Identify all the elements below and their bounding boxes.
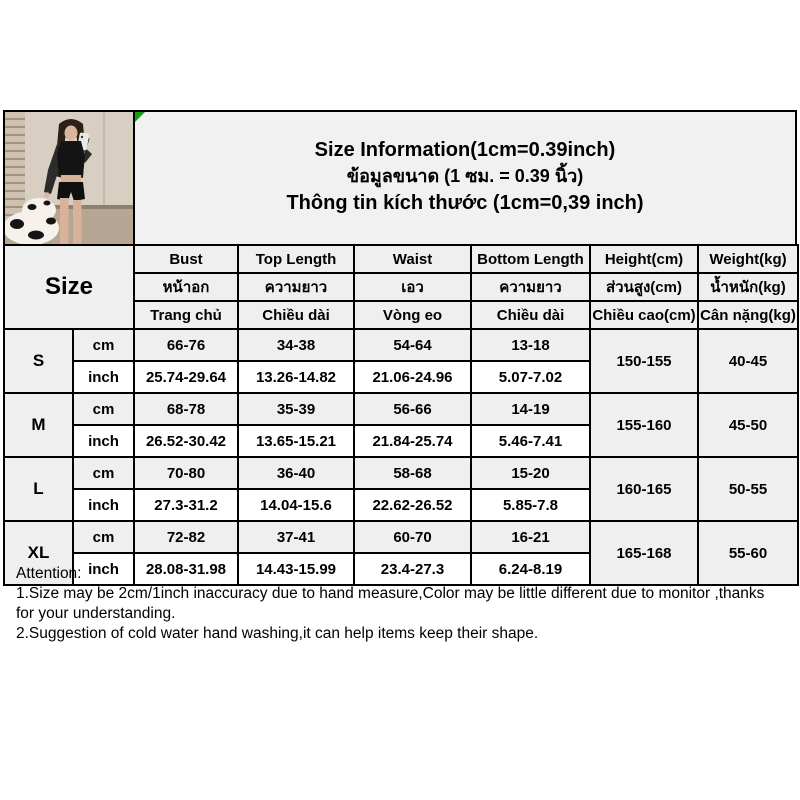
m-bottom-length-inch: 5.46-7.41 (471, 425, 590, 457)
attention-line-2: 2.Suggestion of cold water hand washing,it can help items keep their shape. (16, 625, 539, 642)
s-top-length-cm: 34-38 (238, 329, 354, 361)
header-weight-vi: Cân nặng(kg) (698, 301, 798, 329)
title-vietnamese: Thông tin kích thước (1cm=0,39 inch) (286, 192, 644, 214)
header-weight-th: น้ำหนัก(kg) (698, 273, 798, 301)
header-waist-vi: Vòng eo (354, 301, 471, 329)
unit-inch: inch (73, 489, 134, 521)
size-xl: XL (4, 521, 73, 585)
xl-waist-cm: 60-70 (354, 521, 471, 553)
s-bust-inch: 25.74-29.64 (134, 361, 238, 393)
xl-weight: 55-60 (698, 521, 798, 585)
unit-cm: cm (73, 521, 134, 553)
s-bottom-length-cm: 13-18 (471, 329, 590, 361)
header-top-length-th: ความยาว (238, 273, 354, 301)
s-top-length-inch: 13.26-14.82 (238, 361, 354, 393)
header-top-length-en: Top Length (238, 245, 354, 273)
l-top-length-cm: 36-40 (238, 457, 354, 489)
m-height: 155-160 (590, 393, 698, 457)
m-waist-inch: 21.84-25.74 (354, 425, 471, 457)
s-bust-cm: 66-76 (134, 329, 238, 361)
m-top-length-cm: 35-39 (238, 393, 354, 425)
cell-marker-triangle-icon (135, 112, 145, 122)
header-bust-th: หน้าอก (134, 273, 238, 301)
l-bottom-length-cm: 15-20 (471, 457, 590, 489)
s-height: 150-155 (590, 329, 698, 393)
size-l: L (4, 457, 73, 521)
header-height-th: ส่วนสูง(cm) (590, 273, 698, 301)
size-table (3, 244, 799, 586)
m-bottom-length-cm: 14-19 (471, 393, 590, 425)
unit-inch: inch (73, 361, 134, 393)
l-waist-cm: 58-68 (354, 457, 471, 489)
l-weight: 50-55 (698, 457, 798, 521)
m-waist-cm: 56-66 (354, 393, 471, 425)
size-m: M (4, 393, 73, 457)
unit-inch: inch (73, 425, 134, 457)
header-bust-en: Bust (134, 245, 238, 273)
unit-cm: cm (73, 393, 134, 425)
m-weight: 45-50 (698, 393, 798, 457)
l-waist-inch: 22.62-26.52 (354, 489, 471, 521)
m-bust-inch: 26.52-30.42 (134, 425, 238, 457)
row-xl-cm (4, 521, 798, 553)
size-column-header: Size (4, 245, 134, 329)
model-photo (3, 110, 135, 246)
m-bust-cm: 68-78 (134, 393, 238, 425)
row-m-cm (4, 393, 798, 425)
xl-top-length-cm: 37-41 (238, 521, 354, 553)
header-bottom-length-en: Bottom Length (471, 245, 590, 273)
unit-cm: cm (73, 457, 134, 489)
s-waist-inch: 21.06-24.96 (354, 361, 471, 393)
l-bottom-length-inch: 5.85-7.8 (471, 489, 590, 521)
header-height-en: Height(cm) (590, 245, 698, 273)
header-height-vi: Chiều cao(cm) (590, 301, 698, 329)
header-waist-th: เอว (354, 273, 471, 301)
xl-top-length-inch: 14.43-15.99 (238, 553, 354, 585)
xl-bust-inch: 28.08-31.98 (134, 553, 238, 585)
header-row-en (4, 245, 798, 273)
l-bust-inch: 27.3-31.2 (134, 489, 238, 521)
l-bust-cm: 70-80 (134, 457, 238, 489)
xl-bust-cm: 72-82 (134, 521, 238, 553)
s-waist-cm: 54-64 (354, 329, 471, 361)
model-photo-illustration (5, 112, 133, 244)
attention-heading: Attention: (16, 565, 82, 582)
size-s: S (4, 329, 73, 393)
s-bottom-length-inch: 5.07-7.02 (471, 361, 590, 393)
l-height: 160-165 (590, 457, 698, 521)
attention-notes (16, 564, 784, 644)
header-bottom-length-th: ความยาว (471, 273, 590, 301)
s-weight: 40-45 (698, 329, 798, 393)
size-info-title-panel (133, 110, 797, 246)
m-top-length-inch: 13.65-15.21 (238, 425, 354, 457)
header-waist-en: Waist (354, 245, 471, 273)
header-bottom-length-vi: Chiều dài (471, 301, 590, 329)
attention-line-1: 1.Size may be 2cm/1inch inaccuracy due to hand measure,Color may be little different due to monitor ,thanks for your understanding. (16, 585, 765, 622)
title-english: Size Information(1cm=0.39inch) (314, 139, 616, 161)
row-l-cm (4, 457, 798, 489)
unit-cm: cm (73, 329, 134, 361)
header-top-length-vi: Chiều dài (238, 301, 354, 329)
title-thai: ข้อมูลขนาด (1 ซม. = 0.39 นิ้ว) (346, 166, 584, 186)
header-weight-en: Weight(kg) (698, 245, 798, 273)
unit-inch: inch (73, 553, 134, 585)
xl-height: 165-168 (590, 521, 698, 585)
xl-waist-inch: 23.4-27.3 (354, 553, 471, 585)
header-bust-vi: Trang chủ (134, 301, 238, 329)
xl-bottom-length-cm: 16-21 (471, 521, 590, 553)
l-top-length-inch: 14.04-15.6 (238, 489, 354, 521)
row-s-cm (4, 329, 798, 361)
xl-bottom-length-inch: 6.24-8.19 (471, 553, 590, 585)
